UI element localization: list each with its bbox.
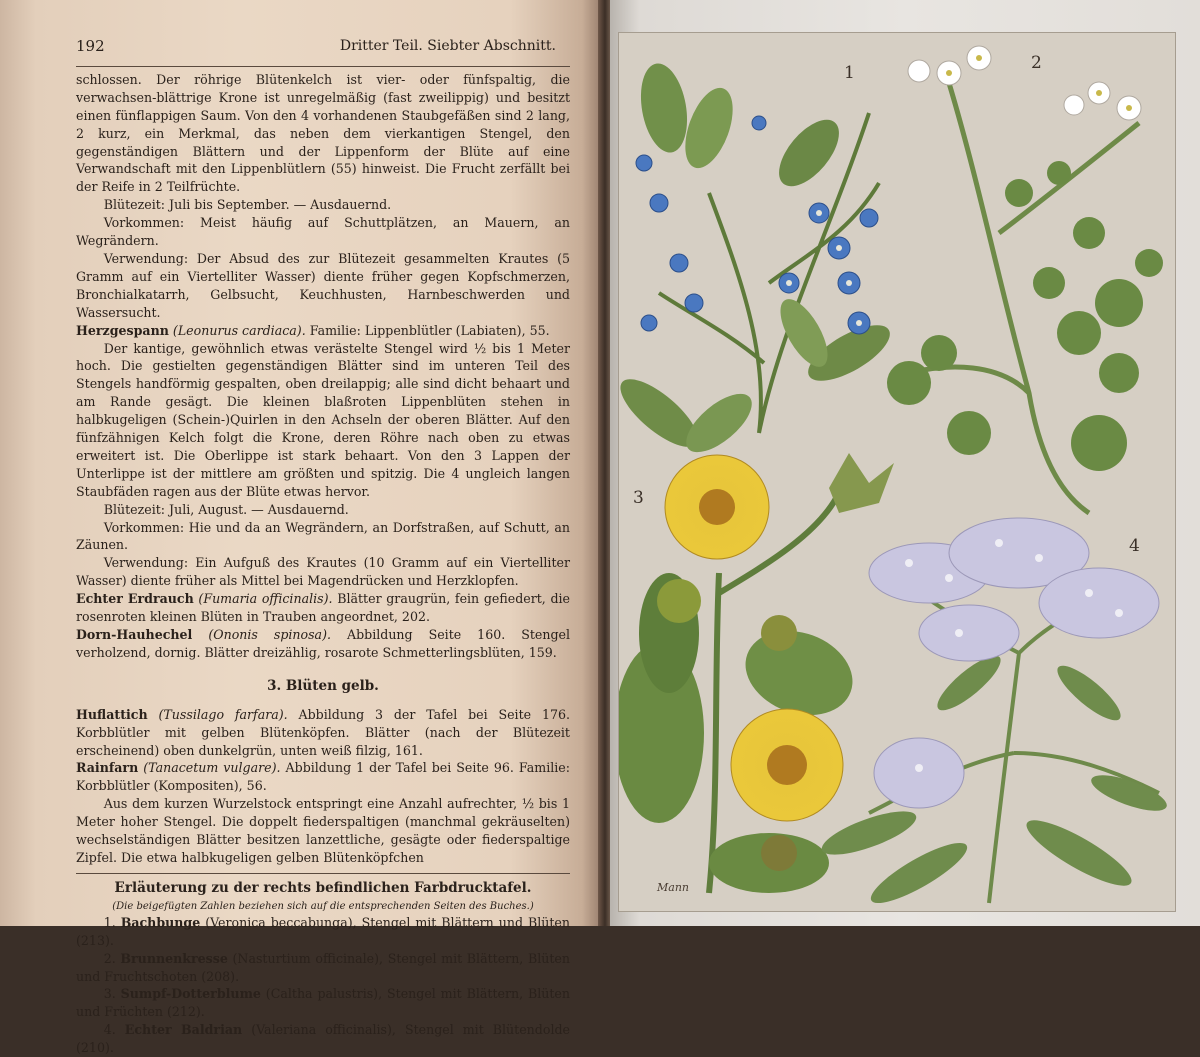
herzgespann-family: Familie: Lippenblütler (Labiaten), 55. bbox=[309, 322, 550, 338]
legend-item-latin: (Veronica beccabunga), bbox=[205, 914, 357, 930]
legend-item-number: 4. bbox=[103, 1022, 116, 1038]
legend-list bbox=[76, 914, 570, 1057]
herzgespann-name: Herzgespann bbox=[76, 322, 169, 338]
vorkommen-1: Vorkommen: Meist häufig auf Schuttplätzen, an Mauern, an Wegrändern. bbox=[76, 215, 570, 249]
bluetezeit-1: Blütezeit: Juli bis September. — Ausdauernd. bbox=[103, 197, 392, 213]
rainfarn-name: Rainfarn bbox=[76, 760, 139, 776]
legend-item-number: 2. bbox=[103, 950, 116, 966]
herzgespann-body: Der kantige, gewöhnlich etwas verästelte Stengel wird ½ bis 1 Meter hoch. Die gestielten gegenständigen Blätter sind im unteren Teil des Stengels handförmig gespalten, oben dreilappig; alle sind dicht behaart und am Rande gesägt. Die kleinen blaßroten Lippenblüten stehen in halbkugeligen (Schein-)Quirlen in den Achseln der oberen Blätter. Auf den fünfzähnigen Kelch folgt die Krone, deren Röhre nach oben zu etwas erweitert ist. Die Oberlippe ist stark behaart. Von den 3 Lappen der Unterlippe ist der mittlere am größten und spitzig. Die 4 ungleich langen Staubfäden ragen aus der Blüte etwas hervor. bbox=[76, 340, 570, 499]
legend-item bbox=[76, 950, 570, 986]
entry-rainfarn bbox=[76, 759, 570, 795]
erdrauch-desc: Blätter graugrün, fein gefiedert, die rosenroten kleinen Blüten in Trauben angeordnet, 202. bbox=[76, 591, 570, 625]
legend-rule bbox=[76, 873, 570, 874]
legend-item-name: Sumpf-Dotterblume bbox=[120, 986, 261, 1002]
legend-item bbox=[76, 1021, 570, 1057]
running-head: Dritter Teil. Siebter Abschnitt. bbox=[339, 38, 556, 54]
herzgespann-vorkommen: Vorkommen: Hie und da an Wegrändern, an Dorfstraßen, auf Schutt, an Zäunen. bbox=[76, 519, 570, 553]
legend-item-number: 3. bbox=[103, 986, 116, 1002]
entry-huflattich bbox=[76, 706, 570, 760]
left-page-text bbox=[76, 38, 570, 1057]
color-plate bbox=[618, 32, 1176, 912]
verwendung-1: Verwendung: Der Absud des zur Blütezeit gesammelten Krautes (5 Gramm auf ein Viertelliter Wasser) diente früher gegen Kopfschmerzen, Bronchialkatarrh, Gelbsucht, Keuchhusten, Harnbeschwerden und Wassersucht. bbox=[76, 250, 570, 320]
rainfarn-body: Aus dem kurzen Wurzelstock entspringt eine Anzahl aufrechter, ½ bis 1 Meter hoher Stengel. Die doppelt fiederspaltigen (manchmal gekräuselten) wechselständigen Blätter besitzen lanzettliche, gesägte oder fiederspaltige Zipfel. Die etwa halbkugeligen gelben Blütenköpfchen bbox=[76, 796, 570, 865]
herzgespann-bluetezeit: Blütezeit: Juli, August. — Ausdauernd. bbox=[103, 501, 349, 517]
herzgespann-verwendung: Verwendung: Ein Aufguß des Krautes (10 Gramm auf ein Viertelliter Wasser) diente früher als Mittel bei Magendrücken und Herzklopfen. bbox=[76, 555, 570, 589]
erdrauch-name: Echter Erdrauch bbox=[76, 591, 194, 607]
plate-number-4: 4 bbox=[1129, 536, 1140, 556]
herzgespann-latin: (Leonurus cardiaca). bbox=[172, 322, 306, 338]
page-number: 192 bbox=[76, 37, 105, 55]
legend-item-desc: Stengel mit Blättern, Blüten und Fruchtschoten (208). bbox=[76, 950, 570, 984]
hauhechel-name: Dorn-Hauhechel bbox=[76, 627, 193, 642]
erdrauch-latin: (Fumaria officinalis). bbox=[198, 591, 333, 607]
legend-item-desc: Stengel mit Blütendolde (210). bbox=[76, 1022, 570, 1056]
huflattich-desc: Abbildung 3 der Tafel bei Seite 176. Korbblütler mit gelben Blütenköpfen. Blätter (nach der Blütezeit erscheinend) oben dunkelgrün, unten weiß filzig, 161. bbox=[76, 706, 570, 758]
legend-item-name: Echter Baldrian bbox=[124, 1022, 243, 1038]
legend-item bbox=[76, 914, 570, 950]
rainfarn-latin: (Tanacetum vulgare). bbox=[143, 760, 281, 776]
legend-note: (Die beigefügten Zahlen beziehen sich auf die entsprechenden Seiten des Buches.) bbox=[112, 900, 534, 912]
legend-item-latin: (Caltha palustris), bbox=[265, 986, 383, 1002]
plate-illustration bbox=[619, 33, 1175, 911]
header-rule bbox=[76, 66, 570, 67]
running-header bbox=[76, 38, 570, 56]
plate-number-2: 2 bbox=[1031, 53, 1042, 73]
hauhechel-latin: (Ononis spinosa). bbox=[208, 627, 331, 642]
huflattich-latin: (Tussilago farfara). bbox=[158, 706, 288, 722]
legend-item bbox=[76, 985, 570, 1021]
hauhechel-desc: Abbildung Seite 160. Stengel verholzend, dornig. Blätter dreizählig, rosarote Schmetterlingsblüten, 159. bbox=[76, 627, 570, 660]
plate-number-1: 1 bbox=[844, 63, 855, 83]
paragraph-continuation: schlossen. Der röhrige Blütenkelch ist vier- oder fünfspaltig, die verwachsen-blättrige Krone ist unregelmäßig (fast zweilippig) und besitzt einen fünflappigen Saum. Von den 4 vorhandenen Staubgefäßen sind 2 lang, 2 kurz, ein Merkmal, das neben dem vierkantigen Stengel, den gegenständigen Blättern und der Lippenform der Blüte auf eine Verwandschaft mit den Lippenblütlern (55) hinweist. Die Frucht zerfällt bei der Reife in 2 Teilfrüchte. bbox=[76, 71, 570, 195]
section-heading: 3. Blüten gelb. bbox=[267, 677, 379, 694]
entry-herzgespann bbox=[76, 322, 570, 340]
entry-erdrauch bbox=[76, 590, 570, 626]
legend-item-desc: Stengel mit Blättern und Blüten (213). bbox=[76, 914, 570, 948]
artist-signature: Mann bbox=[657, 881, 689, 894]
legend-item-latin: (Valeriana officinalis), bbox=[251, 1022, 396, 1038]
legend-heading: Erläuterung zu der rechts befindlichen Farbdrucktafel. bbox=[114, 879, 532, 896]
huflattich-name: Huflattich bbox=[76, 706, 148, 722]
entry-hauhechel bbox=[76, 626, 570, 662]
legend-item-desc: Stengel mit Blättern, Blüten und Früchten (212). bbox=[76, 986, 570, 1020]
plate-number-3: 3 bbox=[633, 488, 644, 508]
legend-item-number: 1. bbox=[103, 914, 116, 930]
legend-item-name: Bachbunge bbox=[120, 914, 201, 930]
legend-item-latin: (Nasturtium officinale), bbox=[232, 950, 384, 966]
legend-item-name: Brunnenkresse bbox=[120, 950, 228, 966]
rainfarn-family: Abbildung 1 der Tafel bei Seite 96. Familie: Korbblütler (Kompositen), 56. bbox=[76, 760, 570, 794]
